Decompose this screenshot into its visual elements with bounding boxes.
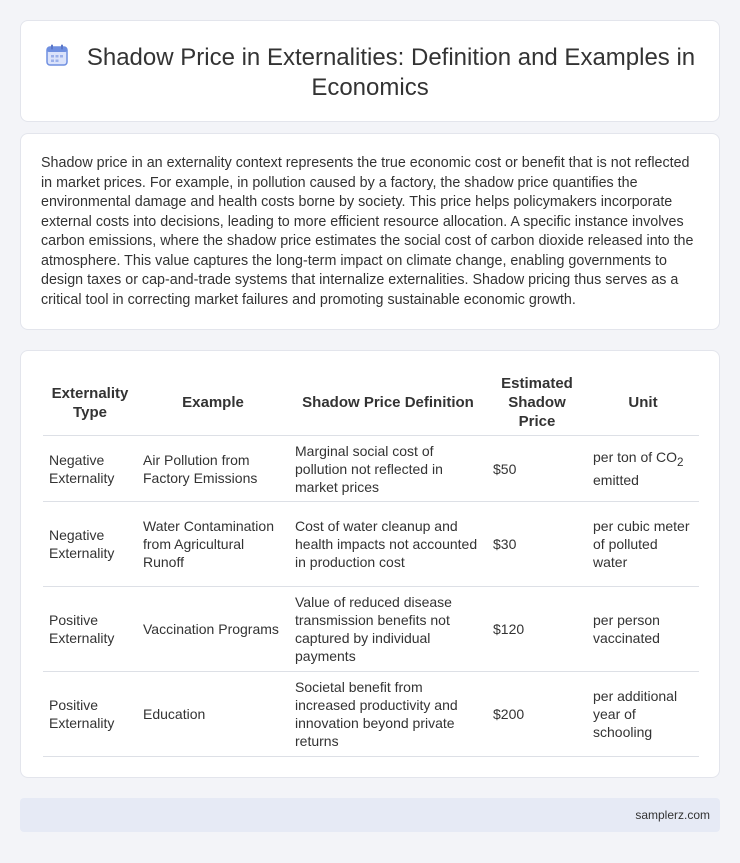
cell-price: $50	[487, 436, 587, 502]
page-title-container	[41, 43, 699, 103]
table-row	[43, 672, 699, 757]
unit-suffix: emitted	[593, 472, 639, 489]
cell-unit: per person vaccinated	[587, 587, 699, 672]
cell-unit	[587, 436, 699, 502]
cell-example: Education	[137, 672, 289, 757]
unit-prefix: per ton of CO	[593, 448, 678, 465]
table-card	[20, 350, 720, 778]
intro-paragraph: Shadow price in an externality context represents the true economic cost or benefit that is not reflected in market prices. For example, in pollution caused by a factory, the shadow price quantifies the environmental damage and health costs borne by society. This price helps policymakers incorporate external costs into decisions, leading to more efficient resource allocation. A specific instance involves carbon emissions, where the shadow price estimates the social cost of carbon dioxide released into the atmosphere. This value captures the long-term impact on climate change, enabling governments to design taxes or cap-and-trade systems that internalize externalities. Shadow pricing thus serves as a critical tool in correcting market failures and promoting sustainable economic growth.	[41, 155, 694, 308]
cell-price: $200	[487, 672, 587, 757]
cell-definition: Marginal social cost of pollution not reflected in market prices	[289, 436, 487, 502]
cell-type: Negative Externality	[43, 502, 137, 587]
calendar-icon	[45, 43, 69, 67]
footer-site-link[interactable]: samplerz.com	[635, 808, 710, 822]
header-definition: Shadow Price Definition	[302, 394, 474, 411]
cell-example: Vaccination Programs	[137, 587, 289, 672]
cell-type: Negative Externality	[43, 436, 137, 502]
table-row	[43, 587, 699, 672]
cell-price: $120	[487, 587, 587, 672]
cell-definition: Value of reduced disease transmission benefits not captured by individual payments	[289, 587, 487, 672]
cell-unit: per cubic meter of polluted water	[587, 502, 699, 587]
cell-type: Positive Externality	[43, 587, 137, 672]
cell-type: Positive Externality	[43, 672, 137, 757]
unit-subscript: 2	[677, 455, 684, 469]
table-header-row	[43, 370, 699, 436]
header-example: Example	[182, 394, 244, 411]
cell-price: $30	[487, 502, 587, 587]
shadow-price-table	[43, 370, 699, 757]
cell-example: Air Pollution from Factory Emissions	[137, 436, 289, 502]
title-card	[20, 20, 720, 122]
cell-definition: Cost of water cleanup and health impacts not accounted in production cost	[289, 502, 487, 587]
cell-example: Water Contamination from Agricultural Runoff	[137, 502, 289, 587]
intro-card	[20, 133, 720, 330]
header-estimated-price: Estimated Shadow Price	[501, 375, 573, 430]
header-unit: Unit	[628, 394, 658, 411]
cell-definition: Societal benefit from increased productivity and innovation beyond private returns	[289, 672, 487, 757]
header-externality-type: Externality Type	[51, 384, 129, 421]
page-title: Shadow Price in Externalities: Definition and Examples in Economics	[86, 44, 696, 101]
table-row	[43, 502, 699, 587]
cell-unit: per additional year of schooling	[587, 672, 699, 757]
table-row	[43, 436, 699, 502]
footer	[20, 798, 720, 832]
